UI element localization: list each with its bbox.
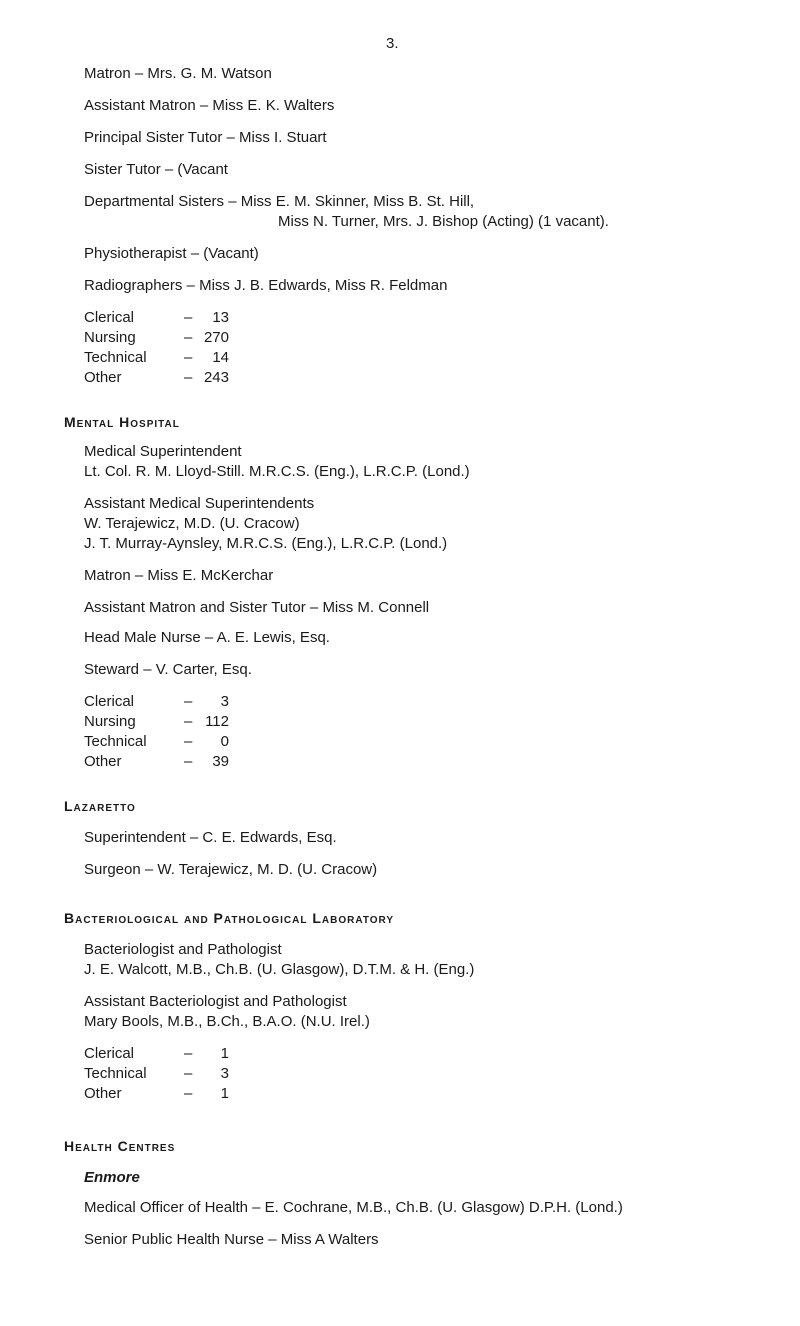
count-dash: –	[184, 329, 193, 346]
section-heading-laboratory: Bacteriological and Pathological Laboratory	[64, 910, 395, 926]
section-heading-mental-hospital: Mental Hospital	[64, 414, 180, 430]
count-dash: –	[184, 369, 193, 386]
radiographers-line: Radiographers – Miss J. B. Edwards, Miss R. Feldman	[84, 277, 448, 294]
count-dash: –	[184, 1065, 193, 1082]
count-row	[84, 752, 284, 772]
count-value: 112	[205, 713, 229, 730]
count-row	[84, 1044, 284, 1064]
count-dash: –	[184, 349, 193, 366]
count-row	[84, 1084, 284, 1104]
count-dash: –	[184, 693, 193, 710]
assistant-superintendent-2: J. T. Murray-Aynsley, M.R.C.S. (Eng.), L.R.C.P. (Lond.)	[84, 535, 448, 552]
count-label: Technical	[84, 733, 147, 750]
count-row	[84, 692, 284, 712]
mental-assistant-matron-line: Assistant Matron and Sister Tutor – Miss M. Connell	[84, 599, 430, 616]
count-value: 3	[220, 1065, 229, 1082]
laboratory-counts	[84, 1044, 284, 1104]
count-row	[84, 368, 284, 388]
health-centre-subheading: Enmore	[84, 1169, 140, 1186]
count-value: 243	[203, 369, 229, 386]
departmental-sisters-line-2: Miss N. Turner, Mrs. J. Bishop (Acting) (1 vacant).	[278, 213, 609, 230]
steward-line: Steward – V. Carter, Esq.	[84, 661, 252, 678]
medical-officer-line: Medical Officer of Health – E. Cochrane, M.B., Ch.B. (U. Glasgow) D.P.H. (Lond.)	[84, 1199, 623, 1216]
head-male-nurse-line: Head Male Nurse – A. E. Lewis, Esq.	[84, 629, 330, 646]
departmental-sisters-line-1: Departmental Sisters – Miss E. M. Skinner, Miss B. St. Hill,	[84, 193, 475, 210]
count-label: Technical	[84, 349, 147, 366]
count-row	[84, 308, 284, 328]
lazaretto-surgeon-line: Surgeon – W. Terajewicz, M. D. (U. Cracow)	[84, 861, 378, 878]
count-label: Clerical	[84, 693, 135, 710]
count-value: 1	[220, 1085, 229, 1102]
assistant-bacteriologist-title: Assistant Bacteriologist and Pathologist	[84, 993, 347, 1010]
count-value: 14	[212, 349, 229, 366]
count-label: Clerical	[84, 1045, 135, 1062]
count-row	[84, 732, 284, 752]
count-label: Clerical	[84, 309, 135, 326]
count-value: 270	[203, 329, 229, 346]
assistant-superintendents-title: Assistant Medical Superintendents	[84, 495, 315, 512]
count-label: Other	[84, 1085, 122, 1102]
physiotherapist-line: Physiotherapist – (Vacant)	[84, 245, 259, 262]
medical-superintendent-title: Medical Superintendent	[84, 443, 242, 460]
matron-line: Matron – Mrs. G. M. Watson	[84, 65, 272, 82]
lazaretto-superintendent-line: Superintendent – C. E. Edwards, Esq.	[84, 829, 337, 846]
count-dash: –	[184, 753, 193, 770]
count-label: Technical	[84, 1065, 147, 1082]
count-dash: –	[184, 733, 193, 750]
count-dash: –	[184, 1045, 193, 1062]
count-row	[84, 348, 284, 368]
count-label: Other	[84, 753, 122, 770]
count-label: Nursing	[84, 329, 136, 346]
count-row	[84, 328, 284, 348]
count-value: 0	[220, 733, 229, 750]
count-dash: –	[184, 309, 193, 326]
mental-hospital-counts	[84, 692, 284, 772]
public-health-nurse-line: Senior Public Health Nurse – Miss A Walters	[84, 1231, 379, 1248]
sister-tutor-line: Sister Tutor – (Vacant	[84, 161, 228, 178]
count-row	[84, 1064, 284, 1084]
assistant-matron-line: Assistant Matron – Miss E. K. Walters	[84, 97, 335, 114]
assistant-bacteriologist-name: Mary Bools, M.B., B.Ch., B.A.O. (N.U. Irel.)	[84, 1013, 370, 1030]
section-heading-health-centres: Health Centres	[64, 1138, 176, 1154]
bacteriologist-title: Bacteriologist and Pathologist	[84, 941, 282, 958]
hospital-staff-counts	[84, 308, 284, 388]
principal-sister-tutor-line: Principal Sister Tutor – Miss I. Stuart	[84, 129, 327, 146]
count-row	[84, 712, 284, 732]
count-value: 13	[212, 309, 229, 326]
page-number: 3.	[386, 35, 399, 52]
section-heading-lazaretto: Lazaretto	[64, 798, 136, 814]
count-value: 39	[212, 753, 229, 770]
count-label: Nursing	[84, 713, 136, 730]
bacteriologist-name: J. E. Walcott, M.B., Ch.B. (U. Glasgow), D.T.M. & H. (Eng.)	[84, 961, 475, 978]
count-dash: –	[184, 713, 193, 730]
count-dash: –	[184, 1085, 193, 1102]
count-label: Other	[84, 369, 122, 386]
assistant-superintendent-1: W. Terajewicz, M.D. (U. Cracow)	[84, 515, 300, 532]
count-value: 3	[220, 693, 229, 710]
count-value: 1	[220, 1045, 229, 1062]
mental-matron-line: Matron – Miss E. McKerchar	[84, 567, 274, 584]
medical-superintendent-name: Lt. Col. R. M. Lloyd-Still. M.R.C.S. (Eng.), L.R.C.P. (Lond.)	[84, 463, 470, 480]
